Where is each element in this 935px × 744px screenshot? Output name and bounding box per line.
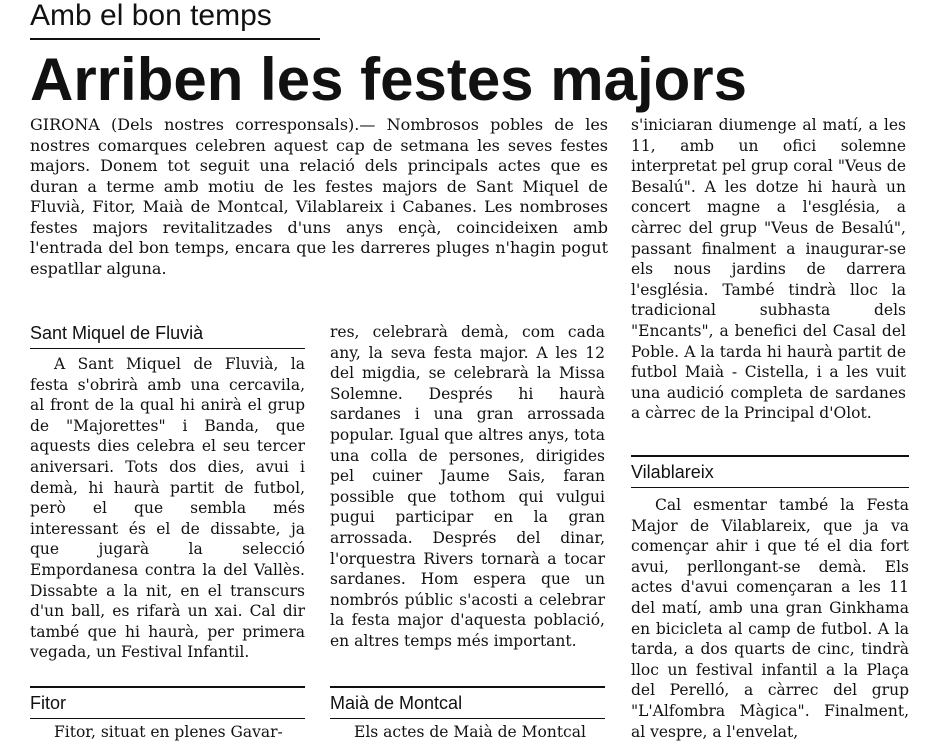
section-rule — [30, 718, 305, 719]
column-1-text — [30, 354, 305, 663]
section-title-vilablareix: Vilablareix — [631, 462, 714, 482]
maia-continued-paragraph: s'iniciaran diumenge al matí, a les 11, amb un ofici solemne interpretat pel grup coral "Veus de Besalú". A les dotze hi haurà un concert magne a l'església, a càrrec del grup "Veus de Besalú", passant finalment a inaugurar-se els nous jardins de darrera l'església. També tindrà lloc la tradicional subhasta dels "Encants", a benefici del Casal del Poble. A la tarda hi haurà partit de futbol Maià - Cistella, i a les vuit una audició completa de sardanes a càrrec de la Principal d'Olot. — [631, 116, 906, 423]
fitor-text — [30, 722, 305, 743]
section-header-sant-miquel — [30, 318, 305, 349]
section-rule — [631, 487, 909, 488]
kicker-heading: Amb el bon temps — [30, 0, 272, 32]
intro-text: GIRONA (Dels nostres corresponsals).— Nombrosos pobles de les nostres comarques celebren aquest cap de setmana les seves festes majors. Donem tot seguit una relació dels principals actes que es duran a terme amb motiu de les festes majors de Sant Miquel de Fluvià, Fitor, Maià de Montcal, Vilablareix i Cabanes. Les nombroses festes majors revitalitzades d'uns anys ençà, coincideixen amb l'entrada del bon temps, encara que les darreres pluges n'hagin pogut espatllar alguna. — [30, 115, 608, 278]
vilablareix-paragraph: Cal esmentar també la Festa Major de Vilablareix, que ja va començar ahir i que té el dia fort avui, perllongant-se demà. Els actes d'avui començaran a les 11 del matí, amb una gran Ginkhama en bicicleta al camp de futbol. A la tarda, a dos quarts de cinc, tindrà lloc un festival infantil a la Plaça del Perelló, a càrrec del grup "L'Alfombra Màgica". Finalment, al vespre, a l'envelat, — [631, 496, 909, 741]
kicker-rule — [30, 38, 320, 40]
section-title-maia: Maià de Montcal — [330, 693, 463, 713]
section-header-vilablareix — [631, 455, 909, 488]
maia-text — [330, 722, 605, 743]
fitor-paragraph: Fitor, situat en plenes Gavar- — [54, 723, 283, 741]
headline: Arriben les festes majors — [30, 46, 747, 113]
column-2-text — [330, 322, 605, 652]
vilablareix-text — [631, 495, 909, 742]
section-title-sant-miquel: Sant Miquel de Fluvià — [30, 323, 204, 343]
sant-miquel-continued-paragraph: res, celebrarà demà, com cada any, la seva festa major. A les 12 del migdia, se celebrarà la Missa Solemne. Després hi haurà sardanes i una gran arrossada popular. Igual que altres anys, tota una colla de persones, dirigides pel cuiner Jaume Sais, faran possible que tothom qui vulgui pugui participar en la gran arrossada. Després del dinar, l'orquestra Rivers tornarà a tocar sardanes. Hom espera que un nombrós públic s'acosti a celebrar la festa major d'aquesta població, en altres temps més important. — [330, 323, 605, 650]
section-header-fitor — [30, 686, 305, 719]
maia-paragraph: Els actes de Maià de Montcal — [354, 723, 586, 741]
column-3-text — [631, 115, 906, 424]
section-rule — [30, 348, 305, 349]
section-rule — [330, 718, 605, 719]
section-title-fitor: Fitor — [30, 693, 66, 713]
sant-miquel-paragraph: A Sant Miquel de Fluvià, la festa s'obrirà amb una cercavila, al front de la qual hi anirà el grup de "Majorettes" i Banda, que aquests dies celebra el seu tercer aniversari. Tots dos dies, avui i demà, hi haurà partit de futbol, però el que sembla més interessant és el de dissabte, ja que jugarà la selecció Empordanesa contra la del Vallès. Dissabte a la nit, en el transcurs d'un ball, es rifarà un xai. Cal dir també que hi haurà, per primera vegada, un Festival Infantil. — [30, 355, 305, 662]
intro-paragraph — [30, 115, 608, 279]
section-header-maia — [330, 686, 605, 719]
